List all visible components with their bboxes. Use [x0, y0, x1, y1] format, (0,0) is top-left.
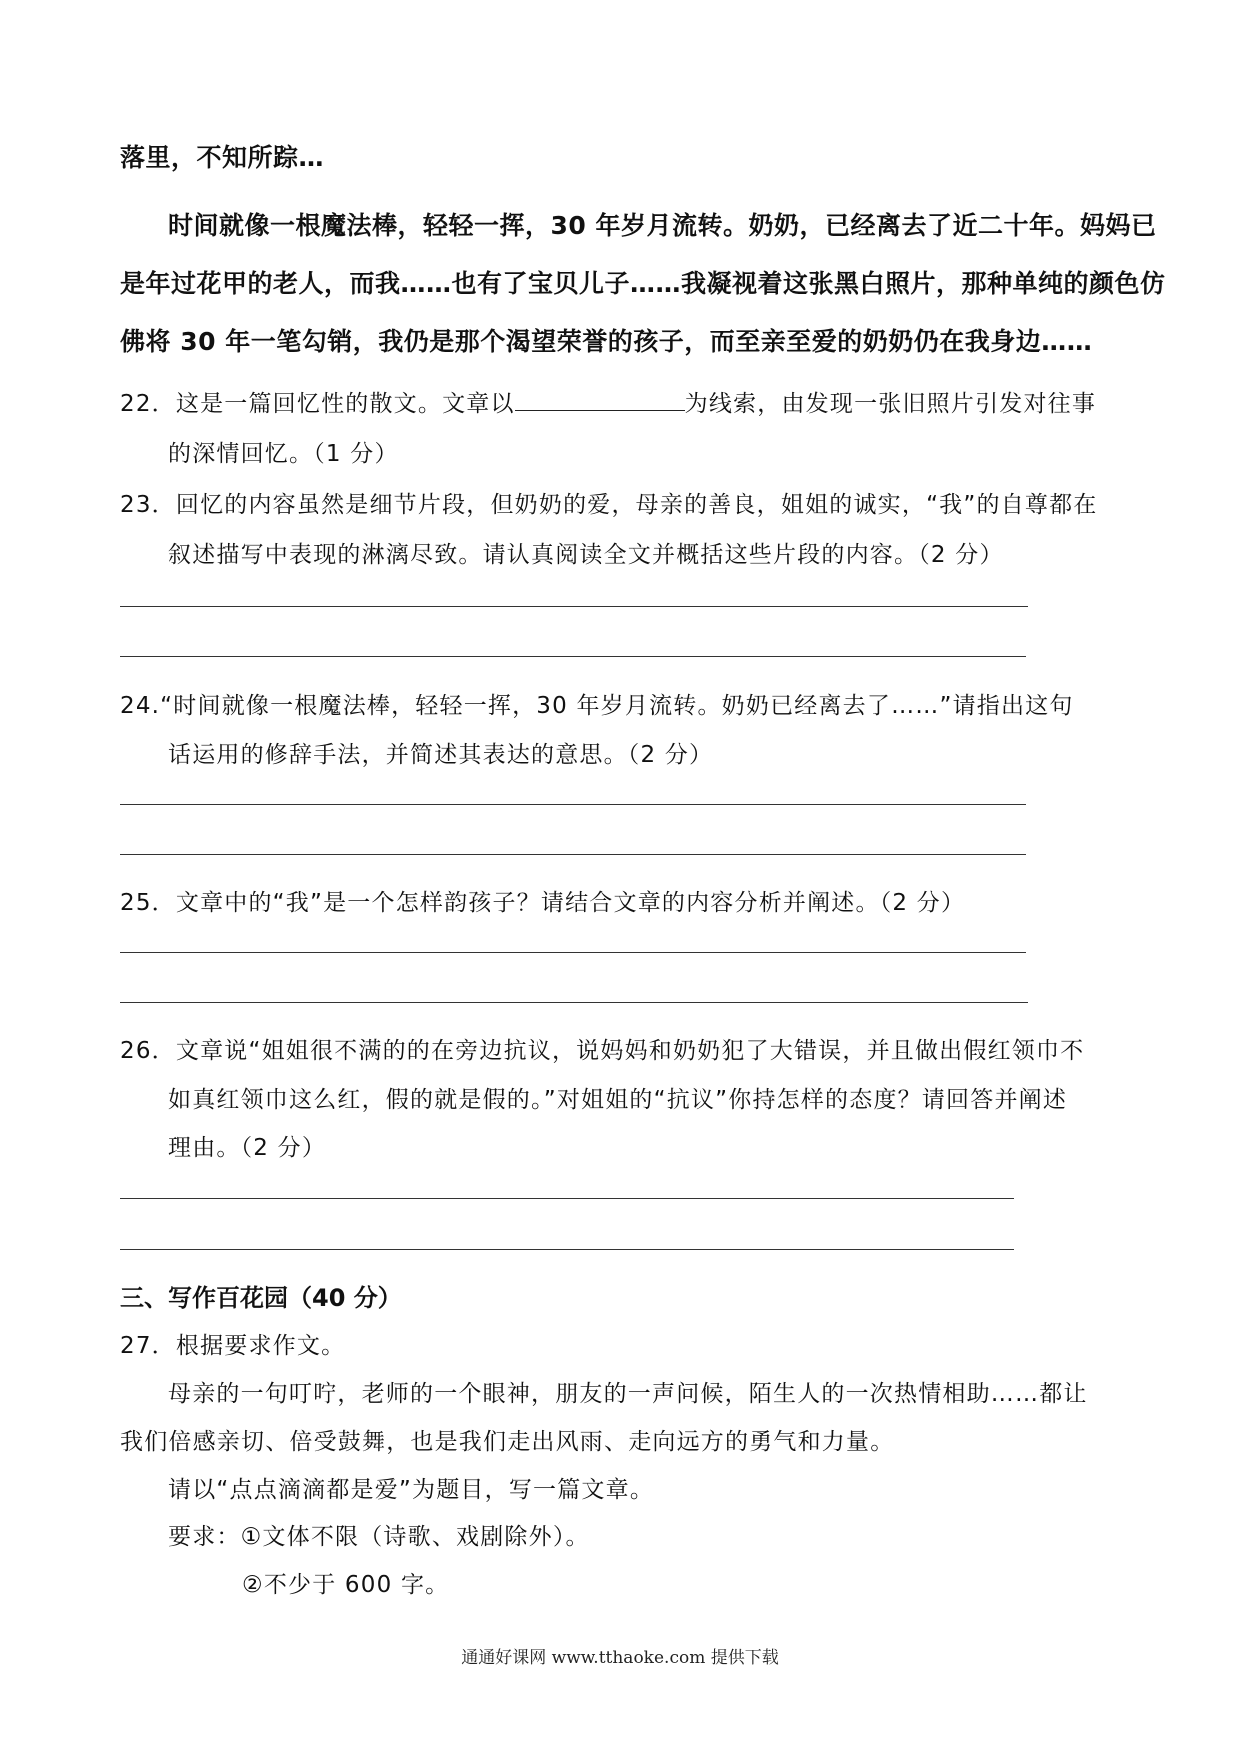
writing-prompt: 请以“点点滴滴都是爱”为题目，写一篇文章。 [168, 1477, 655, 1503]
answer-line-23-2[interactable] [120, 656, 1026, 657]
section-heading-writing: 三、写作百花园（40 分） [120, 1284, 402, 1312]
question-24-line-2: 话运用的修辞手法，并简述其表达的意思。（2 分） [168, 742, 714, 768]
question-24-line-1: 24.“时间就像一根魔法棒，轻轻一挥，30 年岁月流转。奶奶已经离去了……”请指出这句 [120, 693, 1074, 719]
question-26-line-3: 理由。（2 分） [168, 1135, 327, 1161]
story-paragraph-line-1: 时间就像一根魔法棒，轻轻一挥，30 年岁月流转。奶奶，已经离去了近二十年。妈妈已 [168, 211, 1157, 240]
answer-line-23-1[interactable] [120, 606, 1028, 607]
page-footer: 通通好课网 www.tthaoke.com 提供下载 [461, 1648, 779, 1668]
question-22 [120, 385, 1096, 418]
writing-requirement-1: 要求：①文体不限（诗歌、戏剧除外）。 [168, 1524, 590, 1550]
question-27: 27．根据要求作文。 [120, 1333, 346, 1359]
question-22-text-a: 22．这是一篇回忆性的散文。文章以 [120, 391, 515, 417]
writing-intro-line-1: 母亲的一句叮咛，老师的一个眼神，朋友的一声问候，陌生人的一次热情相助……都让 [168, 1381, 1088, 1407]
writing-intro-line-2: 我们倍感亲切、倍受鼓舞，也是我们走出风雨、走向远方的勇气和力量。 [120, 1429, 895, 1455]
story-paragraph-line-3: 佛将 30 年一笔勾销，我仍是那个渴望荣誉的孩子，而至亲至爱的奶奶仍在我身边…… [120, 327, 1093, 356]
question-25-line-1: 25．文章中的“我”是一个怎样韵孩子？请结合文章的内容分析并阐述。（2 分） [120, 890, 966, 916]
question-22-text-b: 为线索，由发现一张旧照片引发对往事 [684, 391, 1097, 417]
answer-line-24-1[interactable] [120, 804, 1026, 805]
question-23-line-2: 叙述描写中表现的淋漓尽致。请认真阅读全文并概括这些片段的内容。（2 分） [168, 542, 1004, 568]
answer-line-25-2[interactable] [120, 1002, 1028, 1003]
answer-line-25-1[interactable] [120, 952, 1026, 953]
answer-line-26-1[interactable] [120, 1198, 1014, 1199]
question-23-line-1: 23．回忆的内容虽然是细节片段，但奶奶的爱，母亲的善良，姐姐的诚实，“我”的自尊都在 [120, 492, 1098, 518]
question-26-line-2: 如真红领巾这么红，假的就是假的。”对姐姐的“抗议”你持怎样的态度？请回答并阐述 [168, 1087, 1068, 1113]
writing-requirement-2: ②不少于 600 字。 [242, 1572, 450, 1598]
story-line-0: 落里，不知所踪… [120, 143, 325, 172]
story-paragraph-line-2: 是年过花甲的老人，而我……也有了宝贝儿子……我凝视着这张黑白照片，那种单纯的颜色仿 [120, 269, 1166, 298]
question-22-line-2: 的深情回忆。（1 分） [168, 441, 399, 467]
question-22-blank[interactable] [515, 388, 685, 411]
answer-line-26-2[interactable] [120, 1249, 1014, 1250]
question-26-line-1: 26．文章说“姐姐很不满的的在旁边抗议，说妈妈和奶奶犯了大错误，并且做出假红领巾不 [120, 1038, 1085, 1064]
answer-line-24-2[interactable] [120, 854, 1026, 855]
